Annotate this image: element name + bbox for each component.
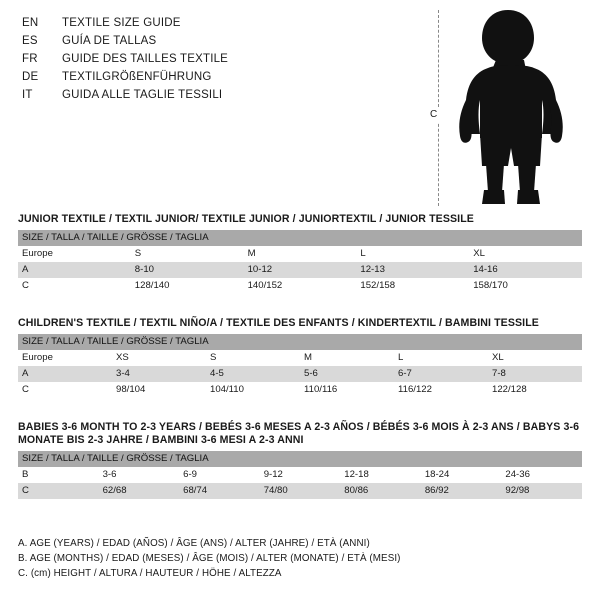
cell: 122/128 bbox=[488, 382, 582, 398]
cell: 98/104 bbox=[112, 382, 206, 398]
row-label: A bbox=[18, 366, 112, 382]
cell: 80/86 bbox=[340, 483, 421, 499]
cell: 86/92 bbox=[421, 483, 502, 499]
cell: L bbox=[356, 246, 469, 262]
section-title: JUNIOR TEXTILE / TEXTIL JUNIOR/ TEXTILE JUNIOR / JUNIORTEXTIL / JUNIOR TESSILE bbox=[18, 213, 474, 225]
measurement-figure bbox=[422, 8, 582, 208]
cell: 152/158 bbox=[356, 278, 469, 294]
table-head-label: SIZE / TALLA / TAILLE / GRÖSSE / TAGLIA bbox=[18, 230, 582, 246]
cell: 6-9 bbox=[179, 467, 260, 483]
cell: 110/116 bbox=[300, 382, 394, 398]
row-label: C bbox=[18, 382, 112, 398]
cell: 68/74 bbox=[179, 483, 260, 499]
language-code: DE bbox=[22, 71, 39, 83]
row-label: C bbox=[18, 483, 99, 499]
legend-block bbox=[18, 536, 582, 581]
language-row bbox=[22, 68, 422, 86]
cell: 3-4 bbox=[112, 366, 206, 382]
table-row bbox=[18, 366, 582, 382]
row-label: C bbox=[18, 278, 131, 294]
children-size-table bbox=[18, 334, 582, 398]
language-title: TEXTILE SIZE GUIDE bbox=[62, 17, 181, 29]
cell: 116/122 bbox=[394, 382, 488, 398]
row-label: Europe bbox=[18, 246, 131, 262]
cell: 104/110 bbox=[206, 382, 300, 398]
cell: 5-6 bbox=[300, 366, 394, 382]
cell: M bbox=[300, 350, 394, 366]
table-head-row bbox=[18, 334, 582, 350]
cell: 92/98 bbox=[501, 483, 582, 499]
cell: 62/68 bbox=[99, 483, 180, 499]
table-head-row bbox=[18, 451, 582, 467]
cell: 10-12 bbox=[244, 262, 357, 278]
cell: S bbox=[206, 350, 300, 366]
cell: 3-6 bbox=[99, 467, 180, 483]
section-babies bbox=[18, 421, 582, 499]
language-title: GUIDE DES TAILLES TEXTILE bbox=[62, 53, 229, 65]
cell: 14-16 bbox=[469, 262, 582, 278]
language-code: IT bbox=[22, 89, 33, 101]
cell: XL bbox=[488, 350, 582, 366]
cell: L bbox=[394, 350, 488, 366]
language-title: GUÍA DE TALLAS bbox=[62, 35, 157, 47]
babies-size-table bbox=[18, 451, 582, 499]
table-row bbox=[18, 382, 582, 398]
cell: 74/80 bbox=[260, 483, 341, 499]
section-title: CHILDREN'S TEXTILE / TEXTIL NIÑO/A / TEXTILE DES ENFANTS / KINDERTEXTIL / BAMBINI TESSILE bbox=[18, 317, 539, 329]
section-children bbox=[18, 317, 582, 398]
row-label: Europe bbox=[18, 350, 112, 366]
cell: 9-12 bbox=[260, 467, 341, 483]
language-title-block bbox=[22, 14, 422, 104]
table-row bbox=[18, 278, 582, 294]
cell: 7-8 bbox=[488, 366, 582, 382]
cell: 24-36 bbox=[501, 467, 582, 483]
cell: 12-18 bbox=[340, 467, 421, 483]
row-label: A bbox=[18, 262, 131, 278]
junior-size-table bbox=[18, 230, 582, 294]
cell: 158/170 bbox=[469, 278, 582, 294]
language-row bbox=[22, 50, 422, 68]
cell: 140/152 bbox=[244, 278, 357, 294]
row-label: B bbox=[18, 467, 99, 483]
cell: XS bbox=[112, 350, 206, 366]
language-title: GUIDA ALLE TAGLIE TESSILI bbox=[62, 89, 223, 101]
language-row bbox=[22, 86, 422, 104]
language-code: ES bbox=[22, 35, 38, 47]
table-row bbox=[18, 246, 582, 262]
table-head-label: SIZE / TALLA / TAILLE / GRÖSSE / TAGLIA bbox=[18, 451, 582, 467]
language-row bbox=[22, 14, 422, 32]
cell: 8-10 bbox=[131, 262, 244, 278]
table-head-label: SIZE / TALLA / TAILLE / GRÖSSE / TAGLIA bbox=[18, 334, 582, 350]
section-title: BABIES 3-6 MONTH TO 2-3 YEARS / BEBÉS 3-6 MESES A 2-3 AÑOS / BÉBÉS 3-6 MOIS À 2-3 ANS / BABYS 3-6 MONATE BIS 2-3 JAHRE / BAMBINI 3-6 MESI A 2-3 ANNI bbox=[18, 421, 580, 446]
language-code: EN bbox=[22, 17, 39, 29]
cell: 4-5 bbox=[206, 366, 300, 382]
cell: 18-24 bbox=[421, 467, 502, 483]
language-code: FR bbox=[22, 53, 38, 65]
table-head-row bbox=[18, 230, 582, 246]
table-row bbox=[18, 350, 582, 366]
cell: 12-13 bbox=[356, 262, 469, 278]
section-junior bbox=[18, 213, 582, 294]
child-silhouette-icon bbox=[446, 8, 576, 208]
legend-line-age-years: A. AGE (YEARS) / EDAD (AÑOS) / ÂGE (ANS) / ALTER (JAHRE) / ETÀ (ANNI) bbox=[18, 538, 370, 549]
table-row bbox=[18, 467, 582, 483]
language-title: TEXTILGRÖßENFÜHRUNG bbox=[62, 71, 212, 83]
cell: 128/140 bbox=[131, 278, 244, 294]
table-row bbox=[18, 262, 582, 278]
cell: 6-7 bbox=[394, 366, 488, 382]
language-row bbox=[22, 32, 422, 50]
cell: S bbox=[131, 246, 244, 262]
legend-line-age-months: B. AGE (MONTHS) / EDAD (MESES) / ÂGE (MOIS) / ALTER (MONATE) / ETÀ (MESI) bbox=[18, 553, 401, 564]
legend-line-height: C. (cm) HEIGHT / ALTURA / HAUTEUR / HÖHE / ALTEZZA bbox=[18, 568, 282, 579]
cell: M bbox=[244, 246, 357, 262]
cell: XL bbox=[469, 246, 582, 262]
table-row bbox=[18, 483, 582, 499]
height-measure-label: C bbox=[430, 109, 438, 120]
